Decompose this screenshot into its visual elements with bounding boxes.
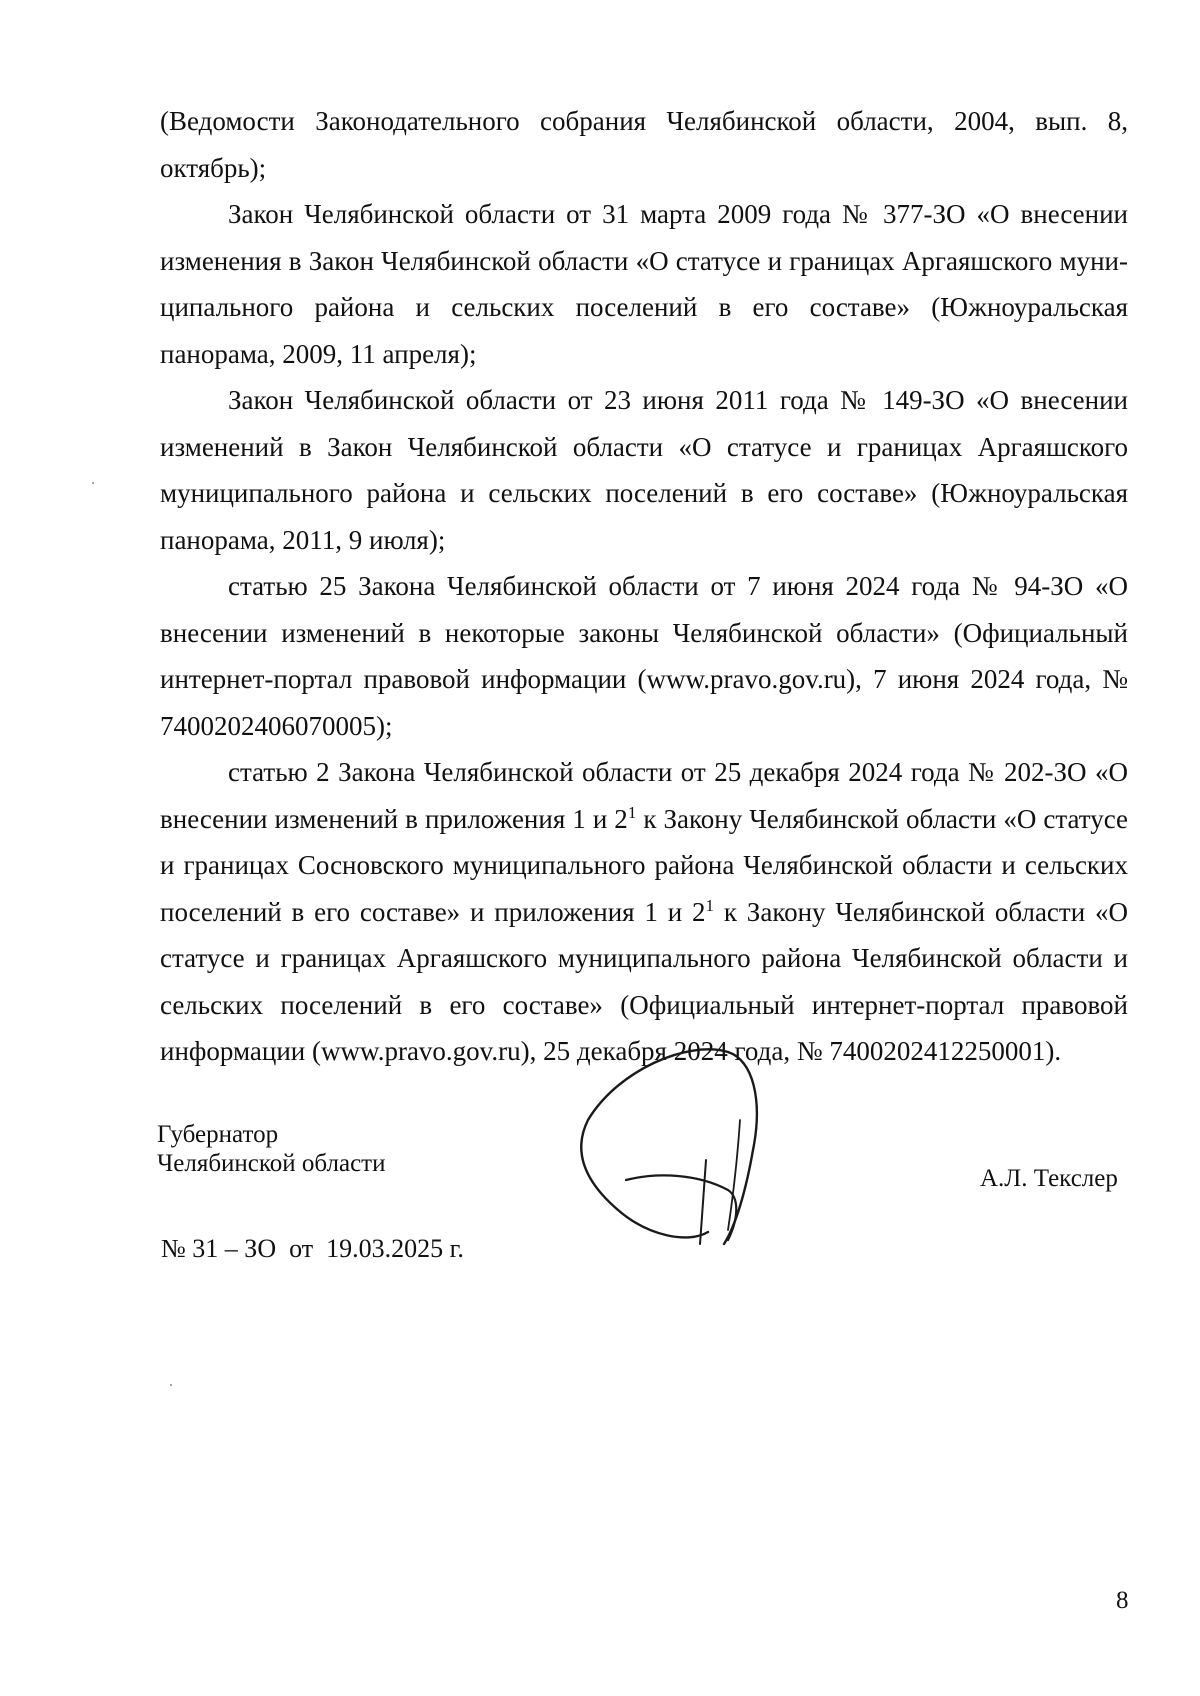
paragraph-text: (Ведомости Законодательного собрания Челябинской области, 2004, вып. 8, октябрь);: [160, 106, 1128, 183]
superscript: 1: [705, 895, 715, 915]
paragraph-text-part3: к Закону Челябинской области «О статусе и границах Аргаяшского муниципального района Челябинской области и сельских поселений в его составе» (Официальный интернет-портал правовой информации (www.pravo.gov.ru), 25 декабря 2024 года, № 7400202412250001).: [160, 896, 1128, 1066]
scan-speck: [170, 1384, 172, 1386]
signatory-title-line: Челябинской области: [157, 1150, 386, 1177]
law-number-date: № 31 – ЗО от 19.03.2025 г.: [161, 1234, 464, 1263]
handwritten-signature: [578, 1040, 798, 1260]
paragraph-text: Закон Челябинской области от 23 июня 2011 года № 149-ЗО «О внесении изменений в Закон Челябинской области «О статусе и границах Аргаяшского муниципального района и сельских поселений в его составе» (Южноуральская панорама, 2011, 9 июля);: [160, 385, 1128, 555]
paragraph-article-2-2024: [160, 749, 1128, 1075]
paragraph-law-2009: [160, 191, 1128, 377]
signatory-name: А.Л. Текслер: [980, 1165, 1118, 1192]
paragraph-text: статью 25 Закона Челябинской области от 7 июня 2024 года № 94-ЗО «О внесении изменений в некоторые законы Челябинской области» (Официальный интернет-портал правовой информации (www.pravo.gov.ru), 7 июня 2024 года, № 7400202406070005);: [160, 571, 1128, 741]
scan-speck: [92, 482, 94, 484]
signatory-title: [157, 1120, 385, 1178]
paragraph-text-part1: статью 2 Закона Челябинской области от 25 декабря 2024 года № 202-ЗО «О внесении изменений в приложения 1 и 2: [160, 757, 1128, 834]
paragraph-article-25-2024: [160, 563, 1128, 749]
page-number: 8: [1116, 1587, 1129, 1614]
document-body: [160, 98, 1128, 1075]
paragraph-gazette-citation: [160, 98, 1128, 191]
paragraph-text: Закон Челябинской области от 31 марта 2009 года № 377-ЗО «О внесении изменения в Закон Челябинской области «О статусе и границах Аргаяшского муниципального района и сельских поселений в его составе» (Южноуральская панорама, 2009, 11 апреля);: [160, 199, 1128, 369]
paragraph-law-2011: [160, 377, 1128, 563]
signatory-title-line: Губернатор: [157, 1121, 279, 1148]
paragraph-text-part2: к Закону Челябинской области «О статусе и границах Сосновского муниципального района Челябинской области и сельских поселений в его составе» и приложения 1 и 2: [160, 803, 1128, 927]
superscript: 1: [627, 802, 637, 822]
